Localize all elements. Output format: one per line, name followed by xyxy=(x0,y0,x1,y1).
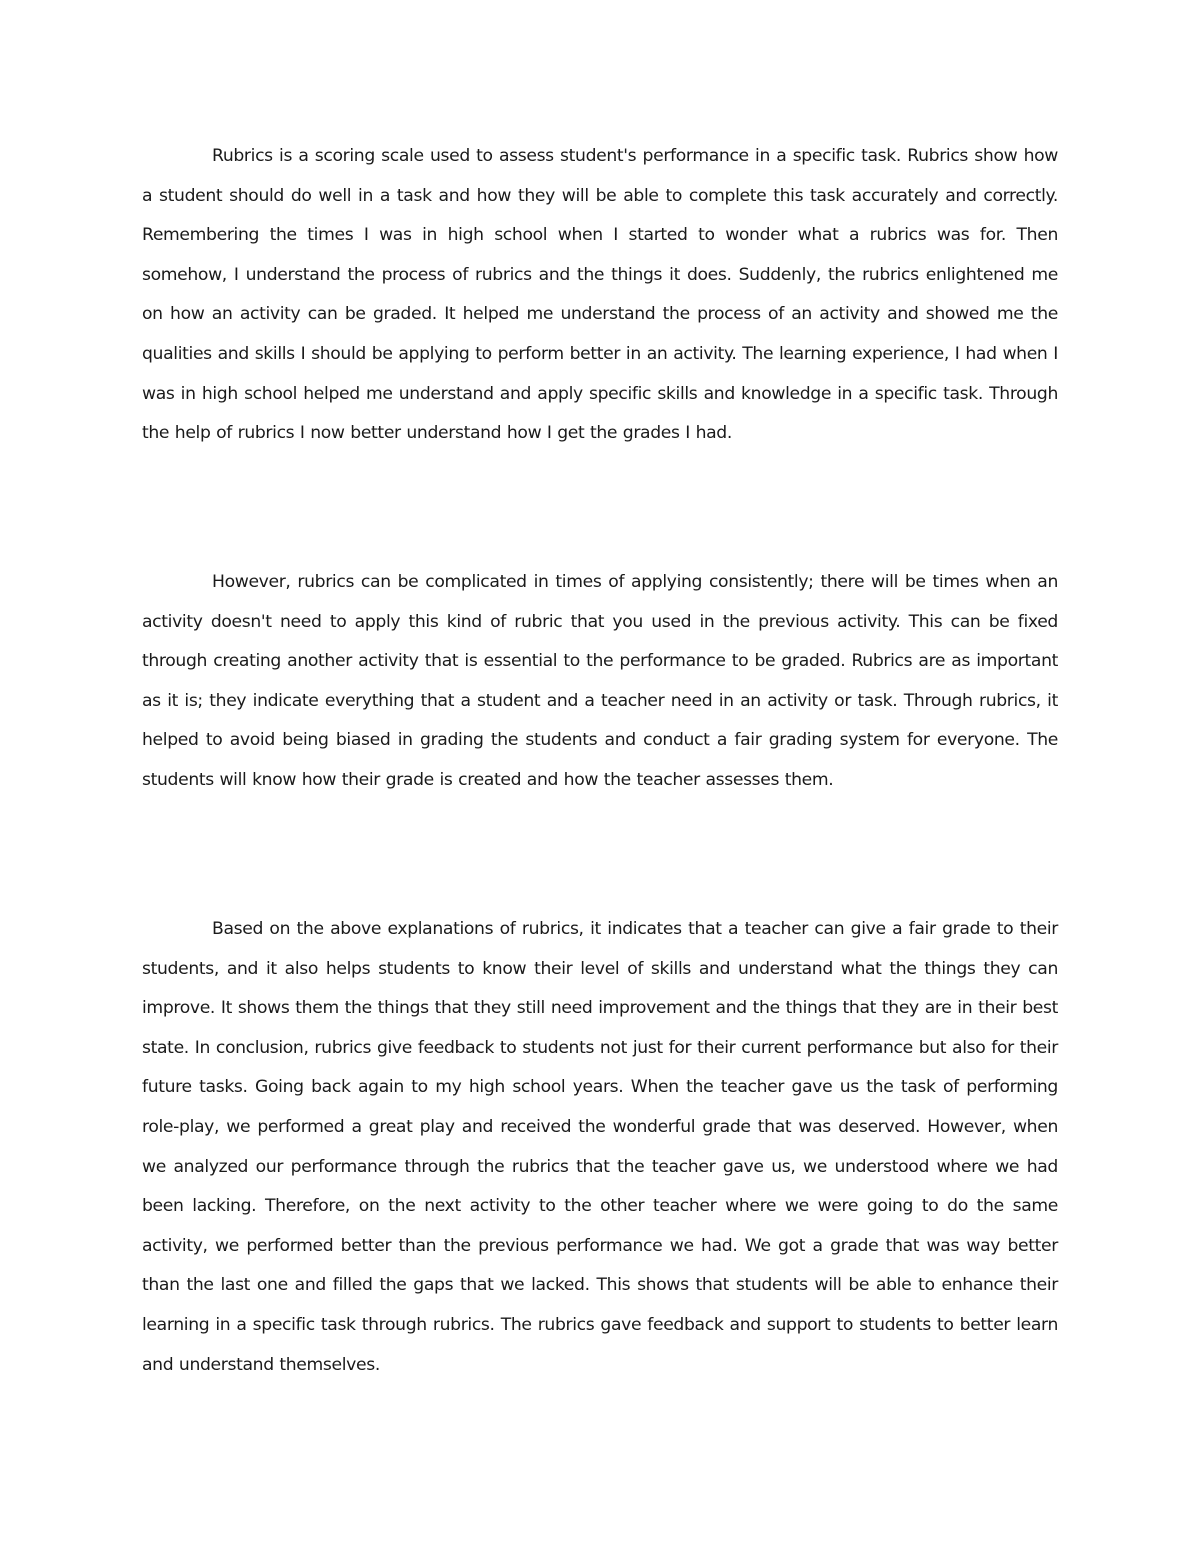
paragraph-rubrics-conclusion: Based on the above explanations of rubrics, it indicates that a teacher can give a fair grade to their students, and it also helps students to know their level of skills and understand what the things they can improve. It shows them the things that they still need improvement and the things that they are in their best state. In conclusion, rubrics give feedback to students not just for their current performance but also for their future tasks. Going back again to my high school years. When the teacher gave us the task of performing role-play, we performed a great play and received the wonderful grade that was deserved. However, when we analyzed our performance through the rubrics that the teacher gave us, we understood where we had been lacking. Therefore, on the next activity to the other teacher where we were going to do the same activity, we performed better than the previous performance we had. We got a grade that was way better than the last one and filled the gaps that we lacked. This shows that students will be able to enhance their learning in a specific task through rubrics. The rubrics gave feedback and support to students to better learn and understand themselves. xyxy=(142,919,1058,1375)
paragraph-rubrics-complications: However, rubrics can be complicated in times of applying consistently; there will be times when an activity doesn't need to apply this kind of rubric that you used in the previous activity. This can be fixed through creating another activity that is essential to the performance to be graded. Rubrics are as important as it is; they indicate everything that a student and a teacher need in an activity or task. Through rubrics, it helped to avoid being biased in grading the students and conduct a fair grading system for everyone. The students will know how their grade is created and how the teacher assesses them. xyxy=(142,572,1058,790)
paragraph-rubrics-definition: Rubrics is a scoring scale used to assess student's performance in a specific task. Rubrics show how a student should do well in a task and how they will be able to complete this task accurately and correctly. Remembering the times I was in high school when I started to wonder what a rubrics was for. Then somehow, I understand the process of rubrics and the things it does. Suddenly, the rubrics enlightened me on how an activity can be graded. It helped me understand the process of an activity and showed me the qualities and skills I should be applying to perform better in an activity. The learning experience, I had when I was in high school helped me understand and apply specific skills and knowledge in a specific task. Through the help of rubrics I now better understand how I get the grades I had. xyxy=(142,146,1058,444)
